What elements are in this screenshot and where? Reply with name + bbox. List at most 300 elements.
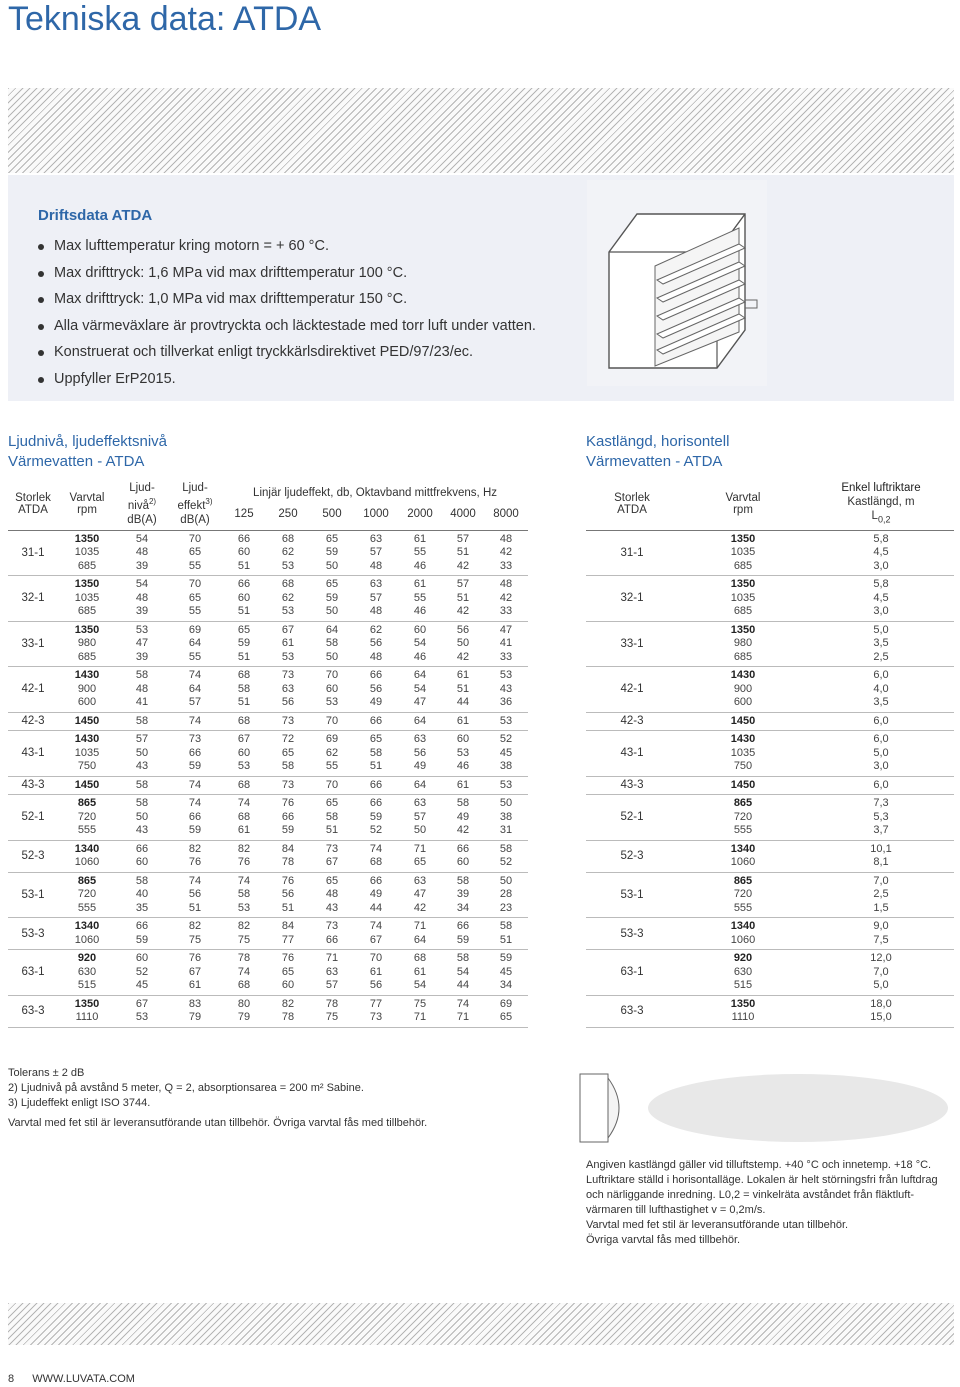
cell-value: 51 xyxy=(456,546,470,558)
table-row xyxy=(586,731,954,777)
cell-value: 66 xyxy=(369,778,383,791)
table-row xyxy=(586,840,954,872)
rpm-value: 900 xyxy=(77,682,97,695)
cell-value: 47 xyxy=(413,696,427,708)
rpm-value: 1035 xyxy=(74,591,100,604)
cell-value: 33 xyxy=(499,559,513,572)
hatch-band-top xyxy=(8,88,954,173)
cell-value: 38 xyxy=(499,810,513,823)
size-label: 43-1 xyxy=(586,731,678,777)
cell-value: 67 xyxy=(281,623,295,636)
product-illustration xyxy=(587,180,767,386)
cell-value: 66 xyxy=(369,874,383,887)
footer-url[interactable]: WWW.LUVATA.COM xyxy=(32,1373,135,1385)
cell-value: 8,1 xyxy=(873,856,889,868)
cell-value: 73 xyxy=(281,669,295,681)
cell-value: 62 xyxy=(281,591,295,604)
rpm-value: 630 xyxy=(733,965,753,978)
cell-value: 47 xyxy=(135,637,149,649)
cell-value: 52 xyxy=(499,856,513,868)
cell-value: 78 xyxy=(325,997,339,1010)
cell-value: 48 xyxy=(369,559,383,572)
cell-value: 47 xyxy=(413,888,427,900)
cell-value: 60 xyxy=(456,733,470,745)
size-label: 43-3 xyxy=(8,776,58,795)
cell-value: 67 xyxy=(135,997,149,1010)
driftsdata-item: Max drifttryck: 1,0 MPa vid max drifttemperatur 150 °C. xyxy=(38,286,536,313)
cell-value: 66 xyxy=(237,578,251,590)
table-row xyxy=(586,712,954,731)
cell-value: 65 xyxy=(325,874,339,887)
cell-value: 77 xyxy=(281,933,295,946)
cell-value: 58 xyxy=(325,810,339,823)
cell-value: 55 xyxy=(188,559,202,572)
rpm-value: 555 xyxy=(77,824,97,836)
cell-value: 68 xyxy=(369,856,383,868)
cell-value: 83 xyxy=(188,997,202,1010)
cell-value: 52 xyxy=(369,824,383,836)
cell-value: 65 xyxy=(413,856,427,868)
cell-value: 63 xyxy=(413,797,427,809)
cell-value: 74 xyxy=(188,714,202,727)
cell-value: 53 xyxy=(499,714,513,727)
cell-value: 51 xyxy=(237,605,251,617)
table-row xyxy=(586,918,954,950)
cell-value: 71 xyxy=(456,1011,470,1023)
cell-value: 3,0 xyxy=(873,760,889,772)
size-label: 53-3 xyxy=(8,918,58,950)
size-label: 63-3 xyxy=(586,995,678,1027)
rpm-value: 1060 xyxy=(74,933,100,946)
driftsdata-item: Alla värmeväxlare är provtryckta och läcktestade med torr luft under vatten. xyxy=(38,313,536,340)
size-label: 52-1 xyxy=(8,795,58,841)
air-throw-icon xyxy=(568,1068,951,1146)
cell-value: 56 xyxy=(188,888,202,900)
size-label: 63-1 xyxy=(586,950,678,996)
cell-value: 66 xyxy=(456,842,470,855)
col-ljudeffekt: Ljud- effekt$^{3)}$ dB(A) xyxy=(168,478,222,530)
cell-value: 76 xyxy=(281,797,295,809)
cell-value: 23 xyxy=(499,901,513,914)
cell-value: 78 xyxy=(281,856,295,868)
cell-value: 66 xyxy=(281,810,295,823)
rpm-value: 720 xyxy=(733,888,753,900)
throw-title-line2: Värmevatten - ATDA xyxy=(586,453,723,470)
rpm-value: 865 xyxy=(77,874,97,887)
throw-note: Varvtal med fet stil är leveransutförande utan tillbehör. xyxy=(586,1219,849,1231)
cell-value: 60 xyxy=(237,746,251,759)
cell-value: 51 xyxy=(369,760,383,772)
cell-value: 7,3 xyxy=(873,797,889,809)
cell-value: 82 xyxy=(237,842,251,855)
cell-value: 75 xyxy=(325,1011,339,1023)
cell-value: 42 xyxy=(413,901,427,914)
rpm-value: 600 xyxy=(77,696,97,708)
cell-value: 58 xyxy=(135,778,149,791)
rpm-value: 920 xyxy=(733,952,753,964)
cell-value: 59 xyxy=(188,824,202,836)
cell-value: 78 xyxy=(281,1011,295,1023)
cell-value: 66 xyxy=(135,920,149,932)
size-label: 31-1 xyxy=(586,530,678,576)
rpm-value: 1060 xyxy=(74,856,100,868)
cell-value: 2,5 xyxy=(873,650,889,663)
col-storlek: Storlek ATDA xyxy=(8,478,58,530)
rpm-value: 1110 xyxy=(75,1011,99,1023)
cell-value: 57 xyxy=(325,979,339,991)
rpm-value: 865 xyxy=(733,797,753,809)
footnote: Tolerans ± 2 dB xyxy=(8,1067,85,1079)
cell-value: 62 xyxy=(325,746,339,759)
cell-value: 5,8 xyxy=(873,532,889,545)
cell-value: 53 xyxy=(135,623,149,636)
throw-note: Luftriktare ställd i horisontalläge. Lokalen är helt störningsfri från luftdrag xyxy=(586,1174,938,1186)
cell-value: 39 xyxy=(135,650,149,663)
cell-value: 51 xyxy=(188,901,202,914)
cell-value: 60 xyxy=(456,856,470,868)
cell-value: 56 xyxy=(413,746,427,759)
sound-footnotes xyxy=(8,1066,427,1131)
cell-value: 1,5 xyxy=(873,901,889,914)
cell-value: 58 xyxy=(456,952,470,964)
cell-value: 54 xyxy=(413,637,427,649)
rpm-value: 900 xyxy=(733,682,753,695)
cell-value: 59 xyxy=(135,933,149,946)
driftsdata-item: Max lufttemperatur kring motorn = + 60 °C. xyxy=(38,233,536,260)
cell-value: 63 xyxy=(369,532,383,545)
cell-value: 48 xyxy=(135,546,149,558)
throw-notes xyxy=(586,1158,956,1248)
cell-value: 48 xyxy=(369,650,383,663)
cell-value: 42 xyxy=(499,546,513,558)
cell-value: 68 xyxy=(237,810,251,823)
size-label: 52-3 xyxy=(586,840,678,872)
size-label: 33-1 xyxy=(8,621,58,667)
table-row xyxy=(8,995,528,1027)
size-label: 53-1 xyxy=(586,872,678,918)
driftsdata-item: Max drifttryck: 1,6 MPa vid max drifttemperatur 100 °C. xyxy=(38,260,536,287)
rpm-value: 1060 xyxy=(730,856,756,868)
cell-value: 39 xyxy=(456,888,470,900)
cell-value: 51 xyxy=(237,650,251,663)
rpm-value: 1350 xyxy=(730,623,756,636)
rpm-value: 515 xyxy=(77,979,97,991)
band-header: 1000 xyxy=(363,508,389,521)
cell-value: 34 xyxy=(456,901,470,914)
cell-value: 48 xyxy=(135,682,149,695)
table-row xyxy=(8,731,528,777)
rpm-value: 1340 xyxy=(74,842,100,855)
cell-value: 50 xyxy=(499,874,513,887)
driftsdata-item: Konstruerat och tillverkat enligt tryckkärlsdirektivet PED/97/23/ec. xyxy=(38,339,536,366)
cell-value: 44 xyxy=(456,979,470,991)
cell-value: 74 xyxy=(188,874,202,887)
cell-value: 60 xyxy=(135,952,149,964)
rpm-value: 865 xyxy=(733,874,753,887)
cell-value: 58 xyxy=(456,797,470,809)
cell-value: 50 xyxy=(325,559,339,572)
rpm-value: 1450 xyxy=(74,714,100,727)
cell-value: 48 xyxy=(135,591,149,604)
cell-value: 72 xyxy=(281,733,295,745)
cell-value: 48 xyxy=(499,578,513,590)
band-header: 8000 xyxy=(493,508,519,521)
cell-value: 55 xyxy=(188,650,202,663)
cell-value: 70 xyxy=(188,532,202,545)
cell-value: 74 xyxy=(237,874,251,887)
cell-value: 61 xyxy=(413,532,427,545)
throw-col-storlek: Storlek ATDA xyxy=(586,478,678,530)
cell-value: 58 xyxy=(369,746,383,759)
rpm-value: 1350 xyxy=(730,997,756,1010)
footnote: Varvtal med fet stil är leveransutförande utan tillbehör. Övriga varvtal fås med tillbehör. xyxy=(8,1117,428,1129)
rpm-value: 1035 xyxy=(730,746,756,759)
cell-value: 4,5 xyxy=(873,591,889,604)
cell-value: 33 xyxy=(499,605,513,617)
cell-value: 48 xyxy=(499,532,513,545)
cell-value: 60 xyxy=(281,979,295,991)
cell-value: 53 xyxy=(281,605,295,617)
rpm-value: 980 xyxy=(733,637,753,649)
throw-note: Angiven kastlängd gäller vid tilluftstemp. +40 °C och innetemp. +18 °C. xyxy=(586,1159,932,1171)
cell-value: 56 xyxy=(281,888,295,900)
cell-value: 42 xyxy=(456,824,470,836)
cell-value: 60 xyxy=(325,682,339,695)
cell-value: 76 xyxy=(188,952,202,964)
table-row xyxy=(586,995,954,1027)
cell-value: 53 xyxy=(237,901,251,914)
table-row xyxy=(8,795,528,841)
sound-section-title xyxy=(8,432,167,472)
cell-value: 60 xyxy=(237,546,251,558)
cell-value: 64 xyxy=(413,933,427,946)
cell-value: 61 xyxy=(413,965,427,978)
cell-value: 82 xyxy=(188,842,202,855)
cell-value: 51 xyxy=(499,933,513,946)
rpm-value: 600 xyxy=(733,696,753,708)
cell-value: 48 xyxy=(325,888,339,900)
rpm-value: 720 xyxy=(77,810,97,823)
rpm-value: 720 xyxy=(77,888,97,900)
cell-value: 56 xyxy=(369,979,383,991)
cell-value: 46 xyxy=(413,559,427,572)
cell-value: 6,0 xyxy=(873,733,889,745)
cell-value: 67 xyxy=(325,856,339,868)
sound-title-line1: Ljudnivå, ljudeffektsnivå xyxy=(8,433,167,450)
cell-value: 9,0 xyxy=(873,920,889,932)
cell-value: 59 xyxy=(325,546,339,558)
cell-value: 59 xyxy=(188,760,202,772)
cell-value: 6,0 xyxy=(873,778,889,791)
cell-value: 5,0 xyxy=(873,979,889,991)
cell-value: 65 xyxy=(188,591,202,604)
rpm-value: 555 xyxy=(733,901,753,914)
size-label: 42-1 xyxy=(8,667,58,713)
cell-value: 58 xyxy=(135,714,149,727)
rpm-value: 1340 xyxy=(730,842,756,855)
size-label: 63-3 xyxy=(8,995,58,1027)
cell-value: 58 xyxy=(237,682,251,695)
cell-value: 7,5 xyxy=(873,933,889,946)
cell-value: 6,0 xyxy=(873,669,889,681)
throw-section-title xyxy=(586,432,729,472)
table-row xyxy=(8,712,528,731)
cell-value: 79 xyxy=(237,1011,251,1023)
cell-value: 54 xyxy=(413,682,427,695)
cell-value: 75 xyxy=(237,933,251,946)
cell-value: 68 xyxy=(237,979,251,991)
cell-value: 69 xyxy=(188,623,202,636)
page-title: Tekniska data: ATDA xyxy=(8,0,322,38)
cell-value: 47 xyxy=(499,623,513,636)
cell-value: 64 xyxy=(188,637,202,649)
table-row xyxy=(8,840,528,872)
cell-value: 73 xyxy=(281,714,295,727)
cell-value: 4,0 xyxy=(873,682,889,695)
cell-value: 34 xyxy=(499,979,513,991)
size-label: 43-3 xyxy=(586,776,678,795)
cell-value: 61 xyxy=(456,778,470,791)
rpm-value: 685 xyxy=(733,650,753,663)
cell-value: 35 xyxy=(135,901,149,914)
col-linjar-group: Linjär ljudeffekt, db, Oktavband mittfrekvens, Hz 125 250 500 1000 2000 4000 8000 xyxy=(222,478,528,530)
cell-value: 43 xyxy=(135,824,149,836)
cell-value: 61 xyxy=(188,979,202,991)
size-label: 52-3 xyxy=(8,840,58,872)
cell-value: 3,0 xyxy=(873,559,889,572)
cell-value: 4,5 xyxy=(873,546,889,558)
rpm-value: 1430 xyxy=(74,669,100,681)
page-number: 8 xyxy=(8,1373,15,1385)
rpm-value: 1450 xyxy=(730,778,756,791)
table-row xyxy=(586,776,954,795)
cell-value: 50 xyxy=(135,810,149,823)
cell-value: 63 xyxy=(413,874,427,887)
cell-value: 57 xyxy=(188,696,202,708)
cell-value: 10,1 xyxy=(870,842,892,855)
cell-value: 74 xyxy=(188,669,202,681)
rpm-value: 1340 xyxy=(74,920,100,932)
table-row xyxy=(586,621,954,667)
footnote: 2) Ljudnivå på avstånd 5 meter, Q = 2, absorptionsarea = 200 m² Sabine. xyxy=(8,1082,364,1094)
throw-note: värmaren till lufthastighet v = 0,2m/s. xyxy=(586,1204,766,1216)
cell-value: 58 xyxy=(456,874,470,887)
band-header: 4000 xyxy=(450,508,476,521)
table-row xyxy=(586,667,954,713)
cell-value: 71 xyxy=(413,842,427,855)
cell-value: 59 xyxy=(237,637,251,649)
size-label: 32-1 xyxy=(586,576,678,622)
rpm-value: 1350 xyxy=(74,578,100,590)
cell-value: 71 xyxy=(325,952,339,964)
cell-value: 61 xyxy=(456,669,470,681)
throw-title-line1: Kastlängd, horisontell xyxy=(586,433,730,450)
rpm-value: 980 xyxy=(77,637,97,649)
cell-value: 66 xyxy=(369,714,383,727)
table-row xyxy=(8,872,528,918)
rpm-value: 1450 xyxy=(730,714,756,727)
rpm-value: 720 xyxy=(733,810,753,823)
cell-value: 56 xyxy=(369,637,383,649)
size-label: 42-3 xyxy=(8,712,58,731)
table-row xyxy=(8,918,528,950)
cell-value: 78 xyxy=(237,952,251,964)
cell-value: 65 xyxy=(325,797,339,809)
cell-value: 57 xyxy=(413,810,427,823)
cell-value: 63 xyxy=(325,965,339,978)
rpm-value: 1430 xyxy=(730,669,756,681)
cell-value: 64 xyxy=(413,669,427,681)
cell-value: 71 xyxy=(413,920,427,932)
cell-value: 45 xyxy=(499,746,513,759)
cell-value: 74 xyxy=(188,778,202,791)
cell-value: 66 xyxy=(135,842,149,855)
cell-value: 60 xyxy=(237,591,251,604)
cell-value: 73 xyxy=(325,920,339,932)
cell-value: 55 xyxy=(188,605,202,617)
cell-value: 64 xyxy=(413,778,427,791)
band-header: 125 xyxy=(234,508,254,521)
cell-value: 53 xyxy=(135,1011,149,1023)
cell-value: 59 xyxy=(369,810,383,823)
cell-value: 7,0 xyxy=(873,965,889,978)
cell-value: 63 xyxy=(281,682,295,695)
table-row xyxy=(8,576,528,622)
cell-value: 50 xyxy=(413,824,427,836)
cell-value: 58 xyxy=(135,669,149,681)
cell-value: 51 xyxy=(281,901,295,914)
cell-value: 49 xyxy=(369,888,383,900)
cell-value: 44 xyxy=(456,696,470,708)
cell-value: 53 xyxy=(499,669,513,681)
cell-value: 59 xyxy=(456,933,470,946)
cell-value: 74 xyxy=(188,797,202,809)
cell-value: 50 xyxy=(456,637,470,649)
col-varvtal: Varvtal rpm xyxy=(58,478,116,530)
cell-value: 70 xyxy=(325,778,339,791)
footer xyxy=(8,1373,135,1385)
cell-value: 65 xyxy=(281,965,295,978)
cell-value: 46 xyxy=(413,650,427,663)
rpm-value: 1350 xyxy=(730,532,756,545)
cell-value: 74 xyxy=(456,997,470,1010)
cell-value: 65 xyxy=(188,546,202,558)
size-label: 43-1 xyxy=(8,731,58,777)
cell-value: 65 xyxy=(281,746,295,759)
cell-value: 65 xyxy=(369,733,383,745)
cell-value: 57 xyxy=(369,591,383,604)
rpm-value: 685 xyxy=(77,650,97,663)
cell-value: 56 xyxy=(456,623,470,636)
throw-diagram xyxy=(568,1068,951,1146)
band-header: 250 xyxy=(278,508,298,521)
cell-value: 58 xyxy=(237,888,251,900)
size-label: 32-1 xyxy=(8,576,58,622)
rpm-value: 1340 xyxy=(730,920,756,932)
cell-value: 50 xyxy=(135,746,149,759)
cell-value: 12,0 xyxy=(870,952,892,964)
cell-value: 76 xyxy=(237,856,251,868)
cell-value: 55 xyxy=(413,591,427,604)
cell-value: 53 xyxy=(325,696,339,708)
cell-value: 64 xyxy=(188,682,202,695)
cell-value: 42 xyxy=(456,650,470,663)
cell-value: 3,0 xyxy=(873,605,889,617)
cell-value: 70 xyxy=(188,578,202,590)
cell-value: 74 xyxy=(237,797,251,809)
cell-value: 75 xyxy=(413,997,427,1010)
cell-value: 5,0 xyxy=(873,746,889,759)
